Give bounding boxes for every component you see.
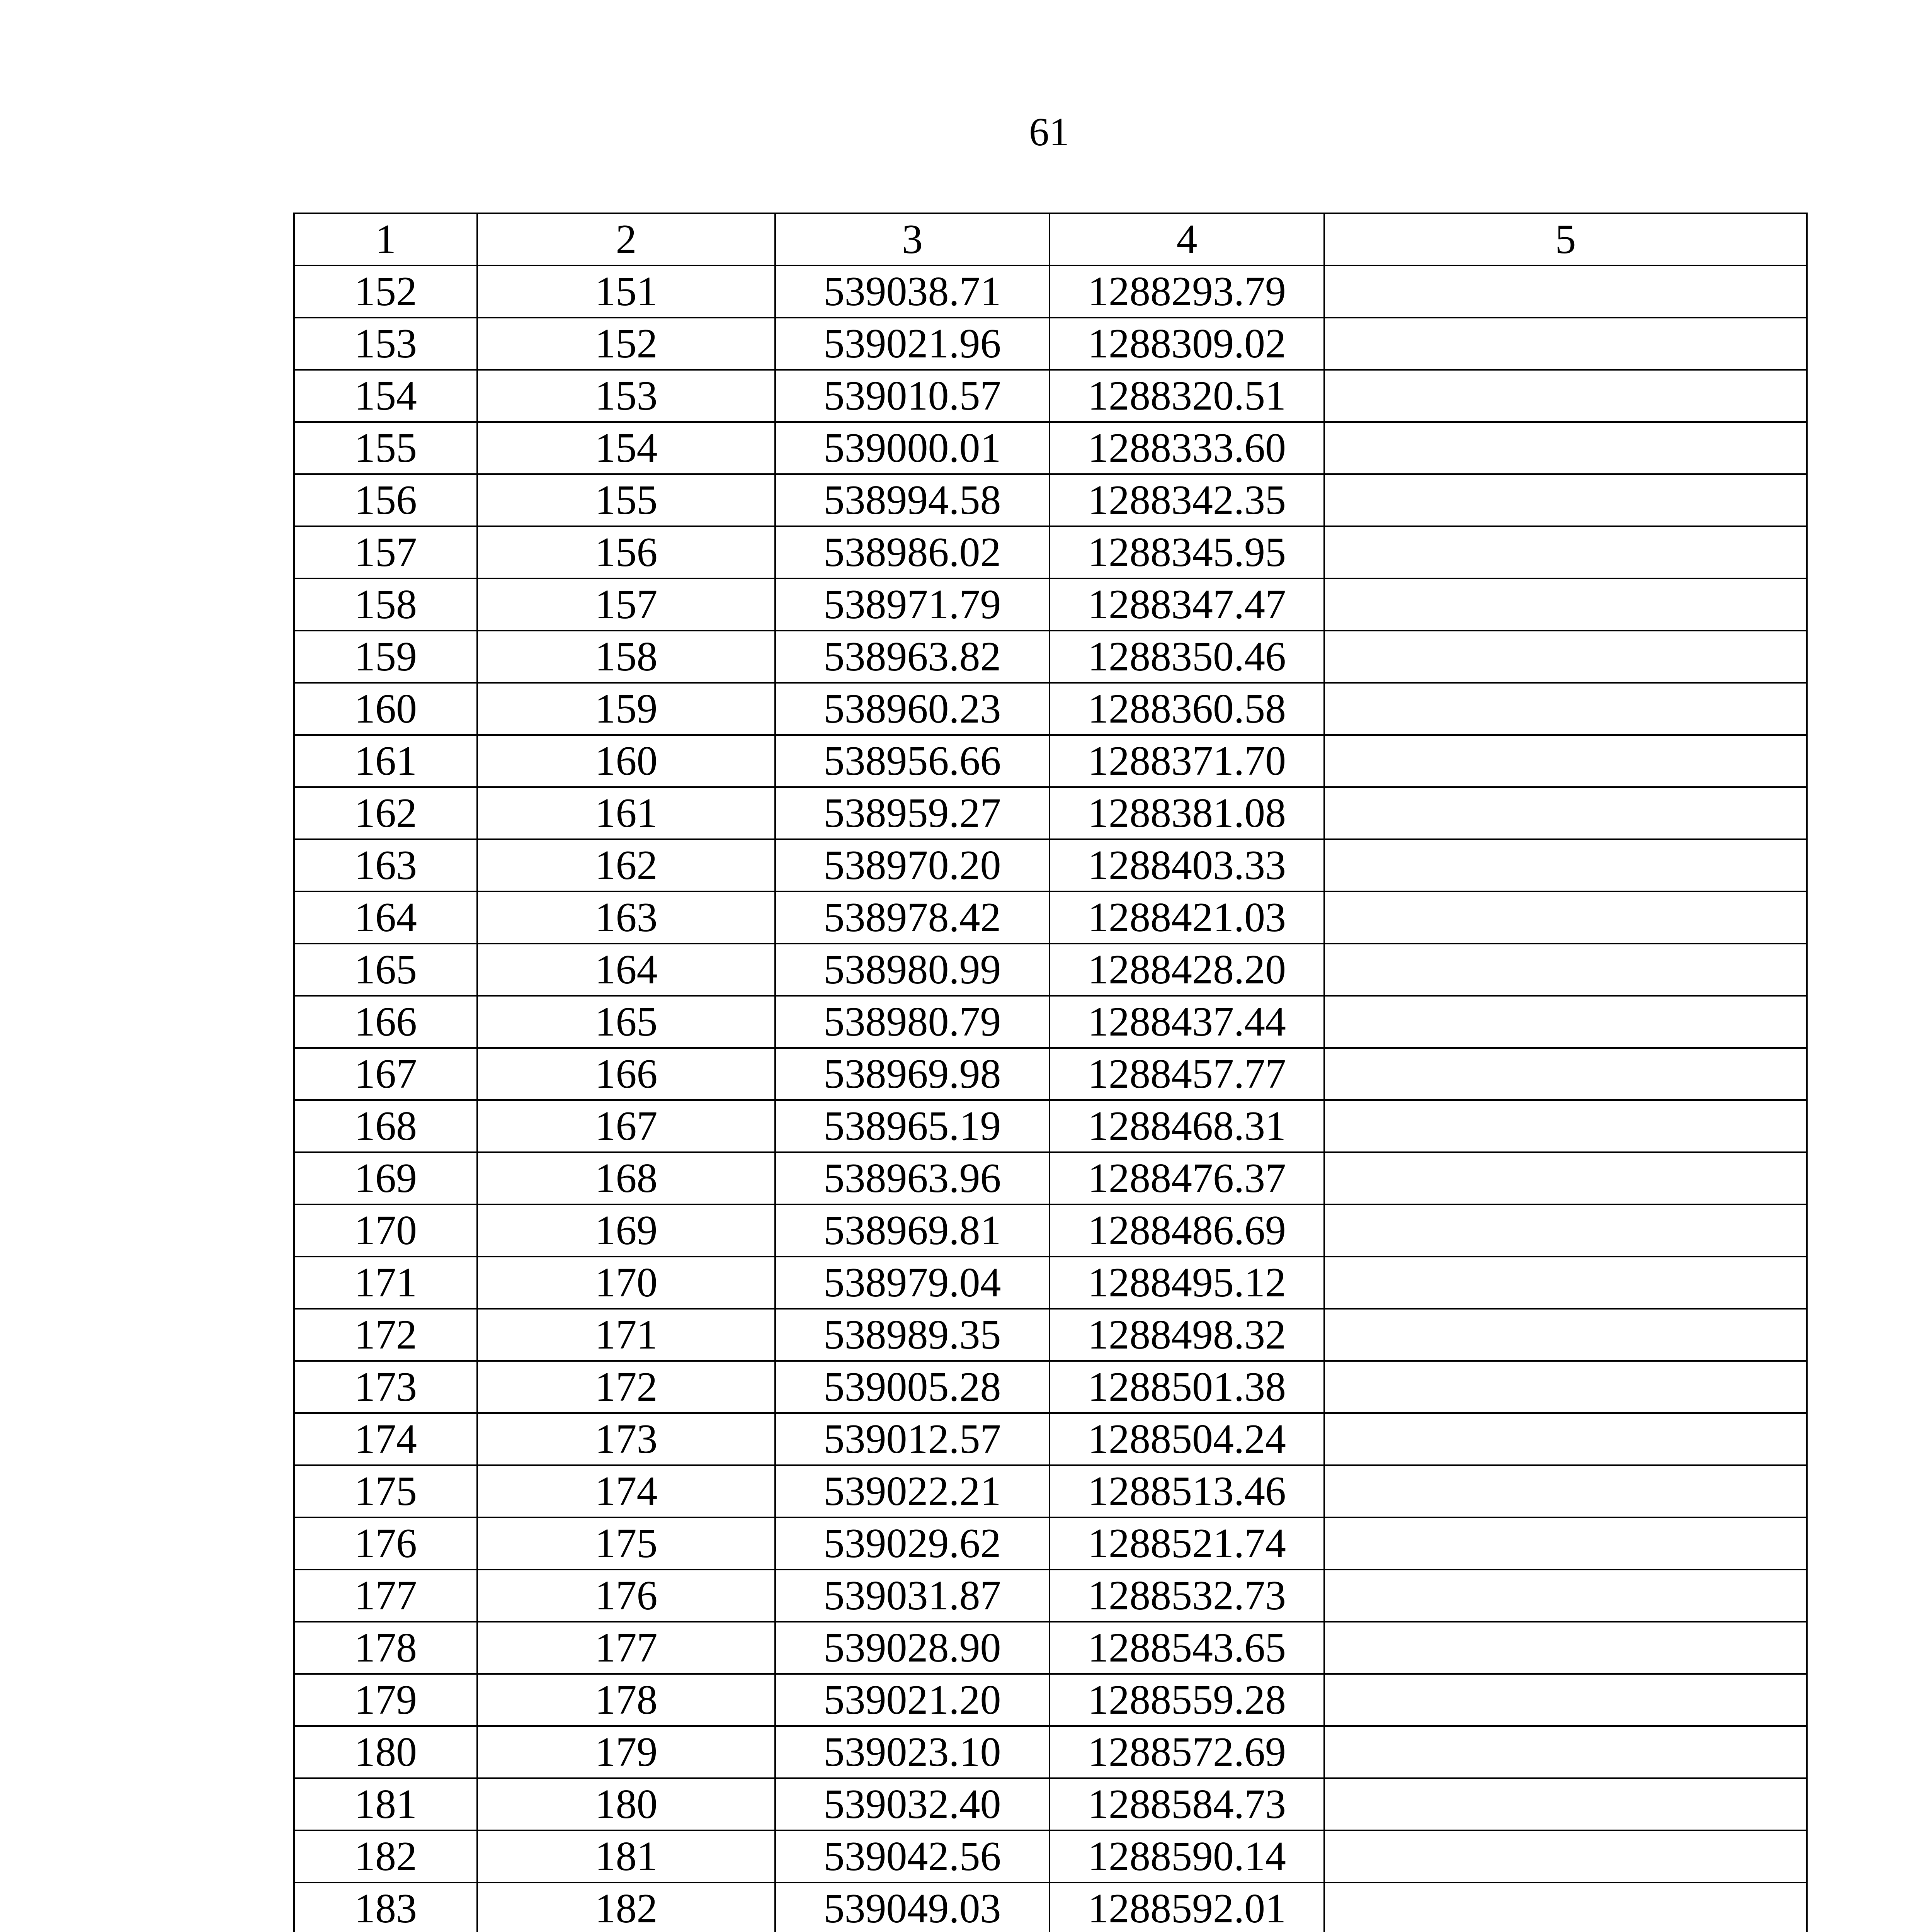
- table-cell-col1: 159: [294, 631, 477, 683]
- table-cell-col2: 176: [477, 1570, 775, 1622]
- table-cell-col2: 153: [477, 370, 775, 422]
- table-cell-col5: [1324, 735, 1807, 787]
- table-cell-col4: 1288504.24: [1050, 1413, 1324, 1465]
- table-cell-col1: 175: [294, 1465, 477, 1517]
- table-cell-col2: 168: [477, 1152, 775, 1204]
- table-row: [294, 1570, 1807, 1622]
- table-cell-col5: [1324, 1048, 1807, 1100]
- table-cell-col2: 166: [477, 1048, 775, 1100]
- table-row: [294, 1622, 1807, 1674]
- table-cell-col4: 1288381.08: [1050, 787, 1324, 839]
- table-cell-col1: 173: [294, 1361, 477, 1413]
- table-cell-col4: 1288592.01: [1050, 1883, 1324, 1932]
- table-cell-col3: 539012.57: [775, 1413, 1050, 1465]
- table-cell-col3: 538971.79: [775, 578, 1050, 631]
- table-row: [294, 1674, 1807, 1726]
- table-cell-col1: 153: [294, 318, 477, 370]
- table-cell-col5: [1324, 631, 1807, 683]
- table-cell-col3: 538989.35: [775, 1309, 1050, 1361]
- table-cell-col3: 539022.21: [775, 1465, 1050, 1517]
- table-cell-col3: 538959.27: [775, 787, 1050, 839]
- table-cell-col5: [1324, 1726, 1807, 1778]
- table-cell-col3: 538979.04: [775, 1257, 1050, 1309]
- column-header-4: 4: [1050, 213, 1324, 265]
- table-cell-col2: 156: [477, 526, 775, 578]
- table-cell-col3: 539028.90: [775, 1622, 1050, 1674]
- table-cell-col1: 166: [294, 996, 477, 1048]
- table-row: [294, 891, 1807, 944]
- table-row: [294, 1778, 1807, 1830]
- table-body: [294, 265, 1807, 1932]
- table-cell-col5: [1324, 1778, 1807, 1830]
- table-row: [294, 631, 1807, 683]
- table-cell-col2: 169: [477, 1204, 775, 1257]
- table-cell-col4: 1288293.79: [1050, 265, 1324, 318]
- table-row: [294, 1309, 1807, 1361]
- table-cell-col1: 156: [294, 474, 477, 526]
- table-row: [294, 944, 1807, 996]
- table-cell-col4: 1288584.73: [1050, 1778, 1324, 1830]
- table-cell-col5: [1324, 265, 1807, 318]
- table-row: [294, 683, 1807, 735]
- table-cell-col4: 1288486.69: [1050, 1204, 1324, 1257]
- table-cell-col2: 178: [477, 1674, 775, 1726]
- table-cell-col2: 164: [477, 944, 775, 996]
- table-cell-col4: 1288360.58: [1050, 683, 1324, 735]
- table-cell-col1: 170: [294, 1204, 477, 1257]
- table-cell-col3: 539021.20: [775, 1674, 1050, 1726]
- table-cell-col1: 158: [294, 578, 477, 631]
- table-cell-col1: 154: [294, 370, 477, 422]
- table-cell-col3: 538963.82: [775, 631, 1050, 683]
- table-cell-col4: 1288333.60: [1050, 422, 1324, 474]
- table-cell-col2: 163: [477, 891, 775, 944]
- table-cell-col3: 539021.96: [775, 318, 1050, 370]
- table-cell-col1: 181: [294, 1778, 477, 1830]
- table-cell-col5: [1324, 1517, 1807, 1570]
- table-cell-col2: 172: [477, 1361, 775, 1413]
- table-cell-col4: 1288428.20: [1050, 944, 1324, 996]
- table-row: [294, 1152, 1807, 1204]
- table-row: [294, 996, 1807, 1048]
- table-cell-col1: 165: [294, 944, 477, 996]
- table-row: [294, 1517, 1807, 1570]
- table-cell-col2: 170: [477, 1257, 775, 1309]
- table-cell-col5: [1324, 1361, 1807, 1413]
- table-cell-col1: 174: [294, 1413, 477, 1465]
- table-cell-col3: 538986.02: [775, 526, 1050, 578]
- table-cell-col1: 167: [294, 1048, 477, 1100]
- table-row: [294, 578, 1807, 631]
- table-cell-col4: 1288350.46: [1050, 631, 1324, 683]
- table-cell-col5: [1324, 474, 1807, 526]
- table-cell-col4: 1288309.02: [1050, 318, 1324, 370]
- table-cell-col5: [1324, 839, 1807, 891]
- table-row: [294, 839, 1807, 891]
- table-cell-col4: 1288437.44: [1050, 996, 1324, 1048]
- table-cell-col4: 1288345.95: [1050, 526, 1324, 578]
- table-cell-col3: 538956.66: [775, 735, 1050, 787]
- table-cell-col1: 168: [294, 1100, 477, 1152]
- table-cell-col1: 157: [294, 526, 477, 578]
- table-cell-col3: 539000.01: [775, 422, 1050, 474]
- table-cell-col2: 160: [477, 735, 775, 787]
- table-cell-col4: 1288342.35: [1050, 474, 1324, 526]
- table-cell-col4: 1288371.70: [1050, 735, 1324, 787]
- table-cell-col4: 1288521.74: [1050, 1517, 1324, 1570]
- table-row: [294, 370, 1807, 422]
- table-cell-col3: 539005.28: [775, 1361, 1050, 1413]
- table-cell-col3: 538970.20: [775, 839, 1050, 891]
- column-header-2: 2: [477, 213, 775, 265]
- table-cell-col2: 167: [477, 1100, 775, 1152]
- table-cell-col5: [1324, 1883, 1807, 1932]
- table-row: [294, 1100, 1807, 1152]
- table-cell-col5: [1324, 1413, 1807, 1465]
- table-row: [294, 787, 1807, 839]
- table-cell-col3: 538969.81: [775, 1204, 1050, 1257]
- table-cell-col2: 179: [477, 1726, 775, 1778]
- table-cell-col3: 539023.10: [775, 1726, 1050, 1778]
- table-cell-col2: 155: [477, 474, 775, 526]
- table-cell-col4: 1288559.28: [1050, 1674, 1324, 1726]
- table-cell-col4: 1288572.69: [1050, 1726, 1324, 1778]
- table-cell-col2: 159: [477, 683, 775, 735]
- column-header-1: 1: [294, 213, 477, 265]
- table-cell-col1: 161: [294, 735, 477, 787]
- table-cell-col5: [1324, 526, 1807, 578]
- table-cell-col4: 1288320.51: [1050, 370, 1324, 422]
- table-cell-col3: 539032.40: [775, 1778, 1050, 1830]
- table-row: [294, 474, 1807, 526]
- table-cell-col3: 538969.98: [775, 1048, 1050, 1100]
- table-cell-col4: 1288476.37: [1050, 1152, 1324, 1204]
- table-cell-col1: 177: [294, 1570, 477, 1622]
- table-row: [294, 1726, 1807, 1778]
- table-cell-col2: 180: [477, 1778, 775, 1830]
- table-cell-col5: [1324, 891, 1807, 944]
- table-cell-col3: 539038.71: [775, 265, 1050, 318]
- table-cell-col5: [1324, 422, 1807, 474]
- table-cell-col1: 160: [294, 683, 477, 735]
- table-cell-col2: 173: [477, 1413, 775, 1465]
- page-number: 61: [1029, 110, 1069, 154]
- table-cell-col3: 539049.03: [775, 1883, 1050, 1932]
- table-cell-col5: [1324, 1257, 1807, 1309]
- table-cell-col5: [1324, 1204, 1807, 1257]
- table-cell-col2: 174: [477, 1465, 775, 1517]
- table-cell-col3: 538960.23: [775, 683, 1050, 735]
- table-cell-col5: [1324, 787, 1807, 839]
- table-cell-col4: 1288347.47: [1050, 578, 1324, 631]
- table-cell-col2: 182: [477, 1883, 775, 1932]
- table-cell-col1: 172: [294, 1309, 477, 1361]
- table-cell-col1: 164: [294, 891, 477, 944]
- table-cell-col1: 182: [294, 1830, 477, 1883]
- table-row: [294, 422, 1807, 474]
- table-row: [294, 1883, 1807, 1932]
- table-cell-col1: 180: [294, 1726, 477, 1778]
- table-cell-col5: [1324, 1674, 1807, 1726]
- table-row: [294, 265, 1807, 318]
- table-cell-col1: 179: [294, 1674, 477, 1726]
- table-cell-col1: 162: [294, 787, 477, 839]
- table-cell-col2: 175: [477, 1517, 775, 1570]
- table-cell-col5: [1324, 996, 1807, 1048]
- table-cell-col5: [1324, 318, 1807, 370]
- table-cell-col1: 176: [294, 1517, 477, 1570]
- table-cell-col5: [1324, 1570, 1807, 1622]
- table-cell-col2: 161: [477, 787, 775, 839]
- table-row: [294, 318, 1807, 370]
- table-cell-col5: [1324, 1465, 1807, 1517]
- table-cell-col4: 1288513.46: [1050, 1465, 1324, 1517]
- coordinates-table: [293, 213, 1808, 1932]
- table-cell-col2: 165: [477, 996, 775, 1048]
- table-cell-col5: [1324, 1622, 1807, 1674]
- table-row: [294, 1048, 1807, 1100]
- table-cell-col4: 1288421.03: [1050, 891, 1324, 944]
- table-cell-col5: [1324, 1309, 1807, 1361]
- table-cell-col2: 154: [477, 422, 775, 474]
- table-cell-col1: 178: [294, 1622, 477, 1674]
- table-cell-col3: 539031.87: [775, 1570, 1050, 1622]
- table-cell-col3: 538978.42: [775, 891, 1050, 944]
- table-cell-col3: 538963.96: [775, 1152, 1050, 1204]
- table-cell-col2: 158: [477, 631, 775, 683]
- table-cell-col1: 152: [294, 265, 477, 318]
- table-cell-col4: 1288532.73: [1050, 1570, 1324, 1622]
- table-cell-col4: 1288457.77: [1050, 1048, 1324, 1100]
- table-cell-col1: 171: [294, 1257, 477, 1309]
- table-cell-col2: 162: [477, 839, 775, 891]
- table-cell-col4: 1288495.12: [1050, 1257, 1324, 1309]
- table-cell-col3: 538980.99: [775, 944, 1050, 996]
- table-cell-col2: 151: [477, 265, 775, 318]
- table-cell-col5: [1324, 1100, 1807, 1152]
- header-row: [294, 213, 1807, 265]
- table-cell-col1: 169: [294, 1152, 477, 1204]
- table-cell-col4: 1288543.65: [1050, 1622, 1324, 1674]
- table-cell-col4: 1288501.38: [1050, 1361, 1324, 1413]
- table-row: [294, 526, 1807, 578]
- table-header: [294, 213, 1807, 265]
- table-row: [294, 735, 1807, 787]
- table-cell-col4: 1288498.32: [1050, 1309, 1324, 1361]
- table-cell-col1: 163: [294, 839, 477, 891]
- table-row: [294, 1257, 1807, 1309]
- table-row: [294, 1361, 1807, 1413]
- table-cell-col5: [1324, 370, 1807, 422]
- table-row: [294, 1413, 1807, 1465]
- table-cell-col3: 539010.57: [775, 370, 1050, 422]
- table-cell-col5: [1324, 683, 1807, 735]
- table-row: [294, 1204, 1807, 1257]
- column-header-3: 3: [775, 213, 1050, 265]
- table-cell-col1: 155: [294, 422, 477, 474]
- table-cell-col1: 183: [294, 1883, 477, 1932]
- table-cell-col3: 538965.19: [775, 1100, 1050, 1152]
- table-cell-col5: [1324, 1830, 1807, 1883]
- table-cell-col5: [1324, 1152, 1807, 1204]
- table-cell-col3: 539029.62: [775, 1517, 1050, 1570]
- table-cell-col2: 157: [477, 578, 775, 631]
- table-cell-col5: [1324, 578, 1807, 631]
- table-row: [294, 1830, 1807, 1883]
- table-cell-col4: 1288403.33: [1050, 839, 1324, 891]
- table-cell-col3: 538980.79: [775, 996, 1050, 1048]
- table-cell-col2: 177: [477, 1622, 775, 1674]
- table-cell-col2: 171: [477, 1309, 775, 1361]
- table-row: [294, 1465, 1807, 1517]
- table-cell-col5: [1324, 944, 1807, 996]
- table-cell-col4: 1288468.31: [1050, 1100, 1324, 1152]
- table-cell-col4: 1288590.14: [1050, 1830, 1324, 1883]
- table-cell-col2: 181: [477, 1830, 775, 1883]
- table-cell-col3: 538994.58: [775, 474, 1050, 526]
- table-cell-col3: 539042.56: [775, 1830, 1050, 1883]
- table-cell-col2: 152: [477, 318, 775, 370]
- column-header-5: 5: [1324, 213, 1807, 265]
